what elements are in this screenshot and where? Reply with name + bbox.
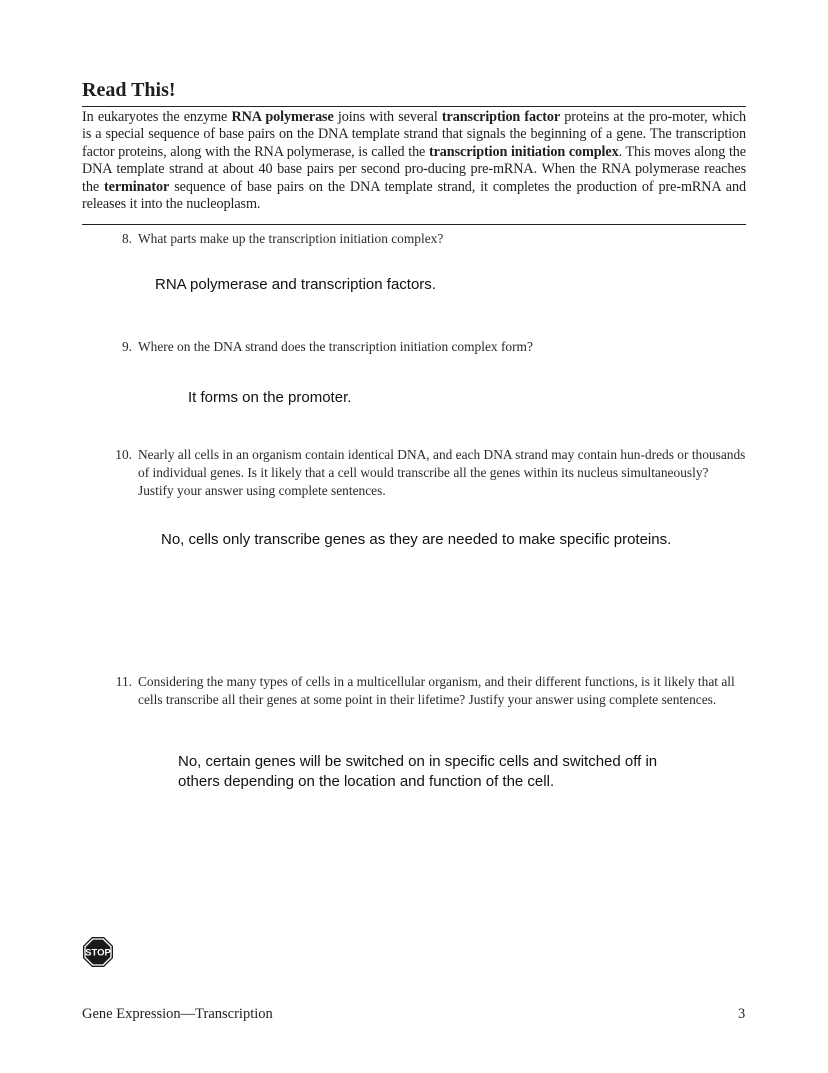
question-number: 9. (121, 339, 132, 354)
intro-text-1: In eukaryotes the enzyme (82, 109, 232, 125)
answer-8: RNA polymerase and transcription factors. (155, 276, 436, 293)
question-text: What parts make up the transcription initiation complex? (138, 231, 444, 246)
intro-paragraph (82, 109, 746, 213)
question-number: 10. (115, 447, 132, 462)
intro-text-2: joins with several (333, 109, 442, 125)
question-number: 11. (115, 674, 132, 689)
stop-sign-label: STOP (85, 947, 111, 959)
intro-text-5: sequence of base pairs on the DNA template strand, it completes the production of pre-mRNA and releases it into the nucleoplasm. (82, 178, 746, 213)
bottom-divider (82, 224, 746, 225)
answer-11: No, certain genes will be switched on in specific cells and switched off in others depending on the location and function of the cell. (178, 753, 658, 790)
question-number: 8. (121, 231, 132, 246)
intro-text-3: proteins at the pro-moter, which is a special sequence of base pairs on the DNA template strand that signals the beginning of a gene. The transcription factor proteins, along with the RNA polymerase, is called the (82, 109, 746, 160)
page-number: 3 (738, 1006, 746, 1022)
footer-title: Gene Expression—Transcription (82, 1006, 273, 1022)
question-text: Considering the many types of cells in a multicellular organism, and their different functions, is it likely that all cells transcribe all their genes at some point in their lifetime? Justify your answer using complete sentences. (138, 674, 735, 708)
answer-10: No, cells only transcribe genes as they are needed to make specific proteins. (161, 531, 672, 548)
answer-9: It forms on the promoter. (188, 389, 352, 406)
term-rna-polymerase: RNA polymerase (231, 109, 334, 125)
term-transcription-initiation-complex: transcription initiation complex (428, 143, 619, 160)
question-text: Nearly all cells in an organism contain identical DNA, and each DNA strand may contain hun-dreds or thousands of individual genes. Is it likely that a cell would transcribe all the genes within its nucleus simultaneously? Justify your answer using complete sentences. (138, 447, 746, 499)
term-transcription-factor: transcription factor (441, 109, 561, 125)
intro-text-4: . This moves along the DNA template strand at about 40 base pairs per second pro-ducing pre-mRNA. When the RNA polymerase reaches the (82, 143, 746, 195)
term-terminator: terminator (104, 178, 170, 195)
section-heading: Read This! (82, 79, 176, 101)
stop-sign-icon (82, 936, 114, 968)
question-text: Where on the DNA strand does the transcription initiation complex form? (138, 339, 533, 354)
top-divider (82, 106, 746, 107)
